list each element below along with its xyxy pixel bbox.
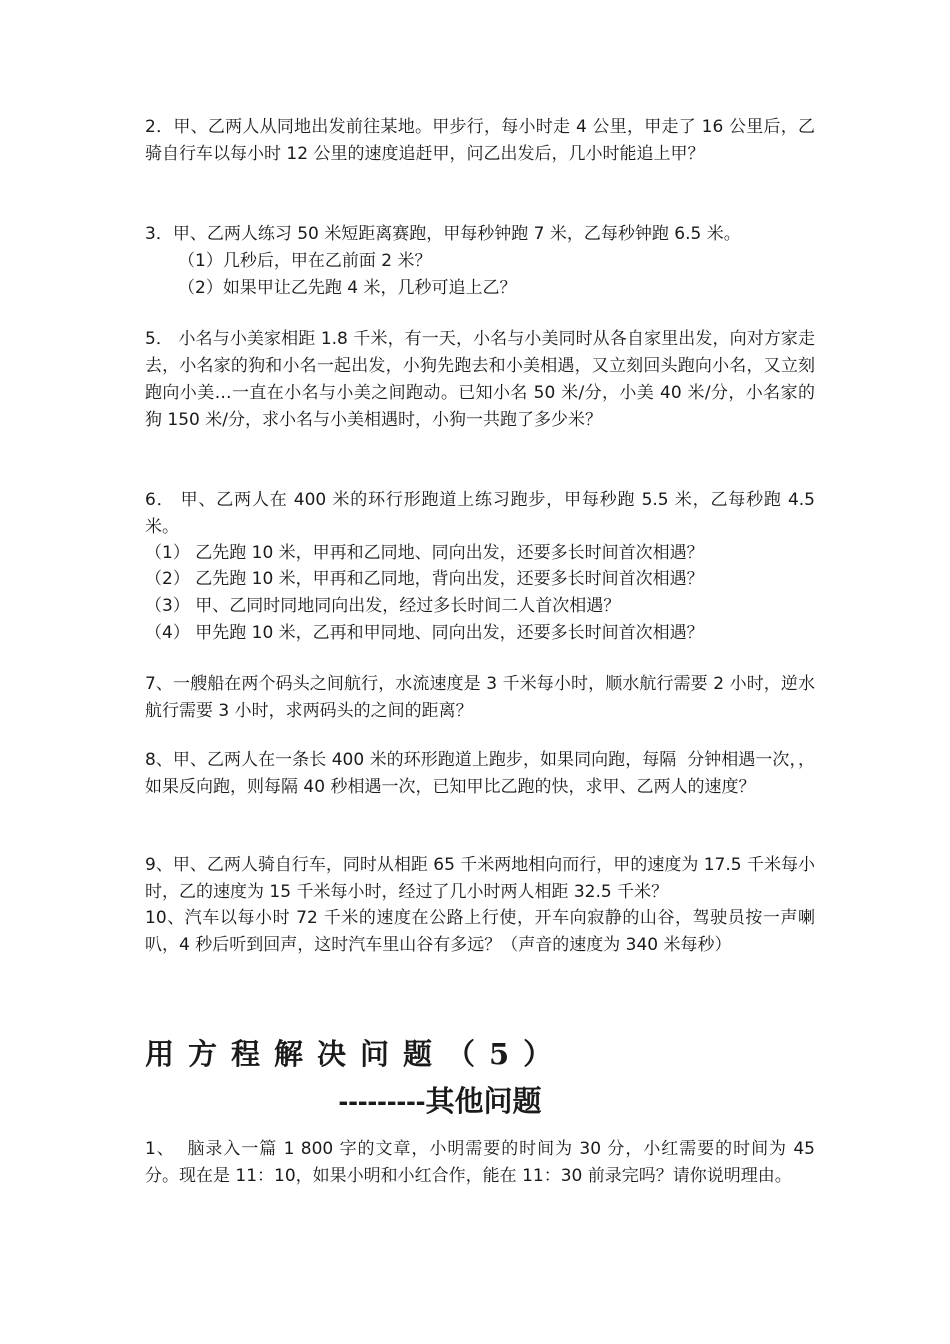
problem-other-1: 1、 脑录入一篇 1 800 字的文章，小明需要的时间为 30 分，小红需要的时间为 45 分。现在是 11：10，如果小明和小红合作，能在 11：30 前录完吗？请你说明理由。 — [145, 1139, 821, 1186]
problem-6-question-4: （4） 甲先跑 10 米，乙再和甲同地、同向出发，还要多长时间首次相遇？ — [145, 623, 704, 643]
problem-3-question-1: （1）几秒后，甲在乙前面 2 米？ — [178, 251, 432, 271]
problem-6-stem: 6． 甲、乙两人在 400 米的环行形跑道上练习跑步，甲每秒跑 5.5 米，乙每秒跑 4.5 米。 — [145, 490, 821, 537]
subtitle-text: 其他问题 — [425, 1084, 542, 1118]
section-title: 用方程解决问题（5） — [145, 1037, 567, 1071]
section-subtitle — [0, 1085, 880, 1118]
problem-9: 9、甲、乙两人骑自行车，同时从相距 65 千米两地相向而行，甲的速度为 17.5 千米每小时，乙的速度为 15 千米每小时，经过了几小时两人相距 32.5 千米？ — [145, 855, 815, 902]
problem-2: 2．甲、乙两人从同地出发前往某地。甲步行，每小时走 4 公里，甲走了 16 公里后，乙骑自行车以每小时 12 公里的速度追赶甲，问乙出发后，几小时能追上甲？ — [145, 117, 815, 164]
problem-7: 7、一艘船在两个码头之间航行，水流速度是 3 千米每小时，顺水航行需要 2 小时，逆水航行需要 3 小时，求两码头的之间的距离？ — [145, 674, 815, 721]
problem-6-question-3: （3） 甲、乙同时同地同向出发，经过多长时间二人首次相遇？ — [145, 596, 621, 616]
problem-6-question-2: （2） 乙先跑 10 米，甲再和乙同地，背向出发，还要多长时间首次相遇？ — [145, 569, 704, 589]
problem-6-question-1: （1） 乙先跑 10 米，甲再和乙同地、同向出发，还要多长时间首次相遇？ — [145, 543, 704, 563]
problem-5: 5． 小名与小美家相距 1.8 千米，有一天，小名与小美同时从各自家里出发，向对方家走去，小名家的狗和小名一起出发，小狗先跑去和小美相遇，又立刻回头跑向小名，又立刻跑向小美…一直在小名与小美之间跑动。已知小名 50 米/分，小美 40 米/分，小名家的狗 150 米/分，求小名与小美相遇时，小狗一共跑了多少米？ — [145, 329, 815, 430]
subtitle-dashes: --------- — [338, 1086, 426, 1118]
problem-3-question-2: （2）如果甲让乙先跑 4 米，几秒可追上乙？ — [178, 278, 517, 298]
problem-3-stem: 3．甲、乙两人练习 50 米短距离赛跑，甲每秒钟跑 7 米，乙每秒钟跑 6.5 米。 — [145, 224, 741, 244]
problem-10: 10、汽车以每小时 72 千米的速度在公路上行使，开车向寂静的山谷，驾驶员按一声喇叭，4 秒后听到回声，这时汽车里山谷有多远？（声音的速度为 340 米每秒） — [145, 908, 815, 955]
problem-8: 8、甲、乙两人在一条长 400 米的环形跑道上跑步，如果同向跑，每隔 分钟相遇一次，，如果反向跑，则每隔 40 秒相遇一次，已知甲比乙跑的快，求甲、乙两人的速度？ — [145, 750, 815, 797]
